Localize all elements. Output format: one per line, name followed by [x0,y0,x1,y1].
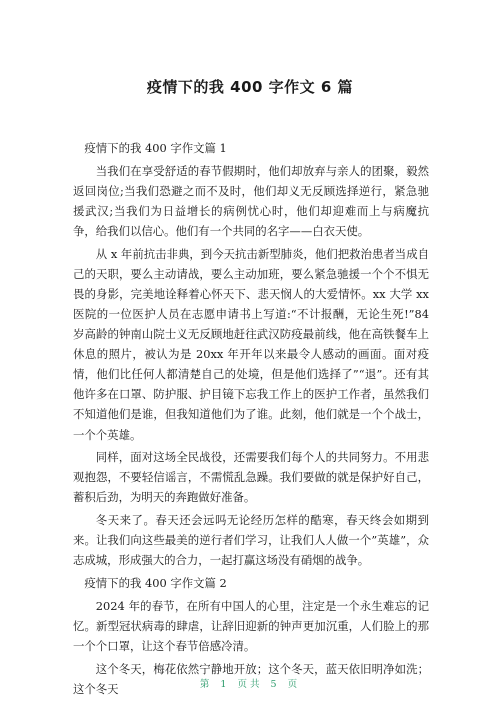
document-body [73,138,429,701]
footer-current-page: 1 [220,679,230,690]
document-title: 疫情下的我 400 字作文 6 篇 [146,78,354,96]
footer-suffix: 页 [287,679,301,690]
footer-total-pages: 5 [270,679,280,690]
section-heading-2: 疫情下的我 400 字作文篇 2 [84,575,227,590]
paragraph-6: 这个冬天，梅花依然宁静地开放；这个冬天，蓝天依旧明净如洗；这个冬天 [73,661,429,696]
page-footer [0,676,500,690]
footer-prefix: 第 [199,679,213,690]
paragraph-1: 当我们在享受舒适的春节假期时，他们却放弃与亲人的团聚，毅然返回岗位;当我们恐避之而不及时，他们却义无反顾选择逆行，紧急驰援武汉;当我们为日益增长的病例忧心时，他们却迎难而上与病魔抗争，给我们以信心。他们有一个共同的名字——白衣天使。 [73,163,429,238]
section-heading-1: 疫情下的我 400 字作文篇 1 [84,141,227,155]
footer-middle: 页共 [237,679,263,690]
paragraph-4: 冬天来了。春天还会远吗无论经历怎样的酷寒，春天终会如期到来。让我们向这些最美的逆行者们学习，让我们人人做一个”英雄”，众志成城，形成强大的合力，一起打赢这场没有硝烟的战争。 [73,513,429,568]
paragraph-3: 同样，面对这场全民战役，还需要我们每个人的共同努力。不用悲观抱怨，不要轻信谣言，不需慌乱急躁。我们要做的就是保护好自己，蓄积后劲，为明天的奔跑做好准备。 [73,450,429,505]
paragraph-5: 2024 年的春节，在所有中国人的心里，注定是一个永生难忘的记忆。新型冠状病毒的肆虐，让辞旧迎新的钟声更加沉重，人们脸上的那一个个口罩，让这个春节倍感冷清。 [73,598,429,653]
paragraph-2: 从 x 年前抗击非典，到今天抗击新型肺炎，他们把救治患者当成自己的天职，要么主动请战，要么主动加班，要么紧急驰援一个个不惧无畏的身影，完美地诠释着心怀天下、悲天悯人的大爱情怀。xx 大学 xx 医院的一位医护人员在志愿申请书上写道:“不计报酬，无论生死!”84 岁高龄的钟南山院士义无反顾地赶往武汉防疫最前线，他在高铁餐车上休息的照片，被认为是 20xx 年开年以来最令人感动的画面。面对疫情，他们比任何人都清楚自己的处境，但是他们选择了”“退”。还有其他许多在口罩、防护服、护目镜下忘我工作上的医护工作者，虽然我们不知道他们是谁，但我知道他们为了谁。此刻，他们就是一个个战士，一个个英雄。 [73,246,429,442]
